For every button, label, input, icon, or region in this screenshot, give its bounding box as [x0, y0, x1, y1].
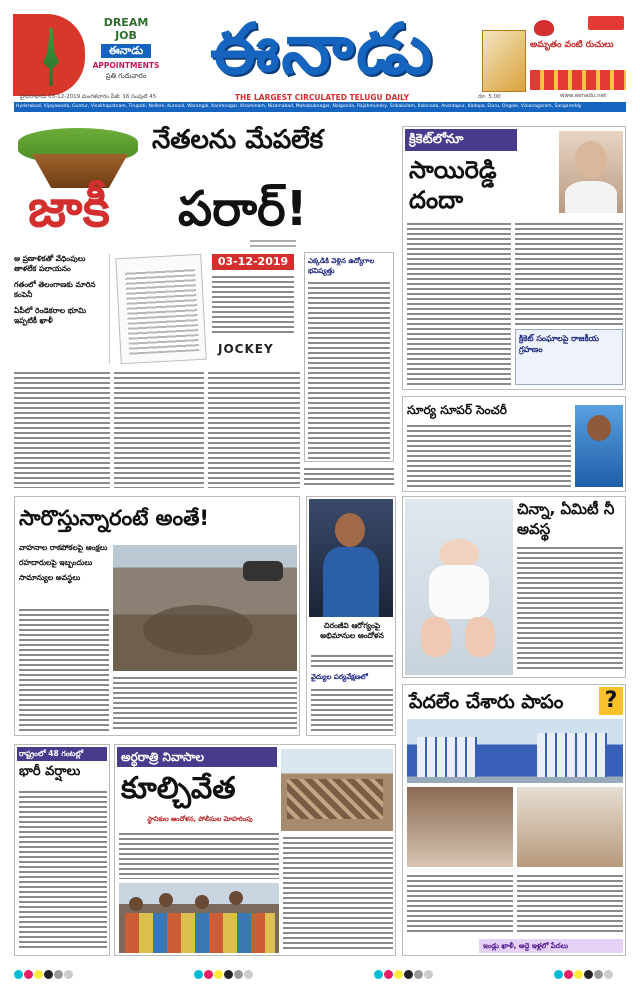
rocks-bullet: సామాన్యుల అవస్థలు: [19, 573, 81, 582]
chiranjeevi-sub: వైద్యుల పర్యవేక్షణలో: [311, 673, 368, 681]
lead-bullet: గతంలో తెలంగాణకు మారిన కంపెనీ: [14, 280, 96, 299]
rain-story: [14, 744, 110, 956]
cricket-body-text: [515, 221, 623, 325]
editions-bar: Hyderabad, Vijayawada, Guntur, Visakhapatnam, Tirupati, Nellore, Kurnool, Warangal, Karimnagar, Khammam, Nizamabad, Mahabubnagar, Nalgonda, Rajahmundry, Srikakulam, Kakinada, Anantapur, Kadapa, Eluru, Ongole, Vizianagaram, Sangareddy: [14, 102, 626, 112]
left-ad-line1: DREAM: [103, 16, 149, 29]
demolition-body-text: [283, 835, 393, 951]
housing-body-text: [407, 873, 513, 935]
housing-story: [402, 684, 626, 956]
rocks-headline: సారొస్తున్నారంటే అంతే!: [19, 506, 210, 530]
housing-interior-photo: [407, 787, 513, 867]
demolition-kicker: అర్ధరాత్రి నివాసాల: [117, 747, 277, 767]
left-ad-brand: ఈనాడు: [101, 44, 151, 58]
print-registration-marks: [14, 964, 626, 976]
left-ad-line2: JOB: [115, 29, 137, 42]
lead-body-text: [14, 370, 110, 488]
resignation-letter-image: [115, 254, 206, 364]
housing-headline: పేదలేం చేశారు పాపం: [409, 691, 564, 713]
lead-story: [14, 118, 396, 488]
jockey-logo: JOCKEY: [218, 342, 274, 356]
price: రూ. 5.00: [478, 94, 501, 100]
right-ad-text: అమృతం వంటి రుచులు: [530, 40, 614, 50]
demolition-story: [114, 744, 396, 956]
cricket-box: [515, 329, 623, 385]
side-box-title: ఎక్కడికి వెళ్లిన ఉద్యోగాల భవిష్యత్తు: [308, 257, 375, 275]
cricket-kicker: క్రికెట్‌లోనూ: [405, 129, 517, 151]
rocks-photo: [113, 545, 297, 671]
left-ad[interactable]: [13, 14, 165, 96]
side-box: [304, 252, 394, 462]
chiranjeevi-story: [306, 496, 396, 736]
chiranjeevi-photo: [309, 499, 393, 617]
rain-kicker: రాష్ట్రంలో 48 గంటల్లో: [17, 747, 107, 761]
cricket-body-text: [407, 221, 511, 385]
demolition-headline: కూల్చివేత: [121, 771, 236, 806]
cricket-story: [402, 126, 626, 390]
lead-bullets: [14, 254, 110, 364]
rocks-body-text: [19, 607, 109, 731]
demolition-sub: స్థానికుల ఆందోళన, పోలీసుల మోహరింపు: [147, 815, 253, 823]
surya-body-text: [407, 423, 571, 487]
lead-body-text: [304, 466, 394, 488]
rocks-bullet: వాహనాల రాకపోకలపై ఆంక్షలు: [19, 543, 108, 552]
lead-body-text: [208, 370, 300, 488]
left-ad-line4: ప్రతి గురువారం: [105, 72, 147, 80]
rocks-body-text: [113, 675, 297, 731]
right-ad-logo-icon: [588, 16, 624, 30]
lead-headline-red: జాకీ: [28, 179, 110, 239]
demolition-crowd-photo: [119, 883, 279, 953]
housing-buildings-photo: [407, 719, 623, 783]
masthead-title: ఈనాడు: [209, 8, 435, 90]
lead-headline-2: పరార్!: [178, 181, 308, 237]
rain-headline: భారీ వర్షాలు: [19, 764, 81, 779]
rocks-story: [14, 496, 300, 736]
surya-story: [402, 396, 626, 492]
chiranjeevi-caption: చిరంజీవి ఆరోగ్యంపై అభిమానుల ఆందోళన: [320, 621, 384, 640]
rocks-bullet: రహదారులపై ఇబ్బందులు: [19, 558, 93, 567]
right-ad-heart-icon: [534, 20, 554, 36]
surya-headline: సూర్య సూపర్ సెంచరీ: [407, 403, 507, 417]
saireddy-photo: [559, 131, 623, 213]
baby-body-text: [517, 545, 623, 671]
surya-photo: [575, 405, 623, 487]
website: www.eenadu.net: [560, 93, 607, 99]
lead-bullet: ఏపీలో రెండెకరాల భూమి ఇప్పటికీ ఖాళీ: [14, 306, 87, 325]
right-ad[interactable]: [476, 14, 626, 96]
baby-story: [402, 496, 626, 678]
masthead: [0, 0, 640, 112]
right-ad-pack-icon: [482, 30, 526, 92]
housing-footer: ఇండ్లు ఖాళీ, అద్దె ఇళ్లలో పేదలు: [479, 939, 623, 953]
right-ad-strip: [530, 70, 626, 90]
lead-headline-1: నేతలను మేపలేక: [152, 125, 324, 155]
lead-body-text: [114, 370, 204, 488]
rocks-bullets: [19, 543, 109, 583]
left-ad-line3: APPOINTMENTS: [92, 61, 160, 70]
dateline: హైదరాబాదు 03-12-2019 మంగళవారం పేజీ: 16 సంపుటి 45: [20, 94, 157, 100]
masthead-tagline: THE LARGEST CIRCULATED TELUGU DAILY: [234, 93, 410, 102]
lead-bullet: ఆ ప్రణాళికతో వేధింపులు తాళలేక పలాయనం: [14, 254, 86, 273]
rain-body-text: [19, 789, 107, 951]
demolition-ruins-photo: [281, 749, 393, 831]
housing-body-text: [517, 873, 623, 935]
baby-photo: [405, 499, 513, 675]
demolition-body-text: [119, 831, 279, 879]
cricket-box-text: క్రికెట్ సంఘాలపై రాజకీయ గ్రహణం: [519, 334, 599, 354]
letter-date: 03-12-2019: [212, 254, 294, 270]
baby-headline: చిన్నా, ఏమిటీ నీ అవస్థ: [517, 500, 615, 538]
housing-interior-photo: [517, 787, 623, 867]
cricket-headline: సాయిరెడ్డి దందా: [409, 156, 497, 214]
housing-question-mark: ?: [599, 687, 623, 715]
